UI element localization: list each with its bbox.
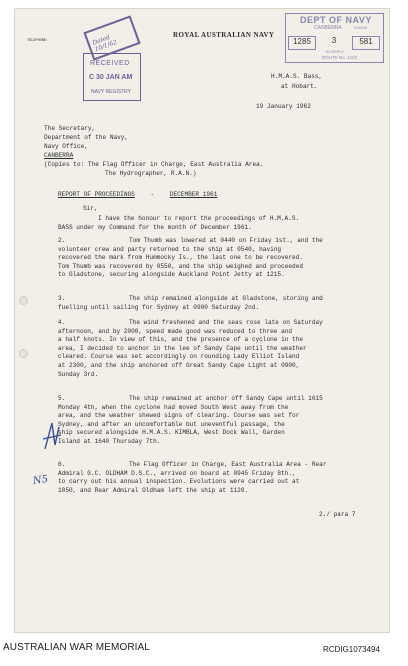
punch-hole [19, 349, 28, 358]
sender-place: at Hobart. [281, 83, 318, 90]
dept-stamp-route: ROUTE No. 1/2/2 [322, 55, 358, 60]
paragraph-line: The wind freshened and the seas rose late on Saturday [129, 319, 323, 326]
paragraph-line: to Gladstone, securing alongside Auckland Point Jetty at 1215. [58, 271, 285, 279]
paragraph-line: at 2300, and the ship anchored off Great Sandy Cape Light at 0900, [58, 361, 300, 369]
footer-record-id: RCDIG1073494 [323, 645, 380, 654]
paragraph-line: The ship remained alongside at Gladstone, storing and [129, 295, 323, 302]
paragraph-line: recovered the mark from Hummocky Is., the last one to be recovered. [58, 254, 304, 262]
paragraph-line: area, and the weather shewed signs of clearing. Course was set for [58, 412, 300, 420]
addressee-line: Department of the Navy, [44, 134, 129, 141]
paragraph-line: cleared. Course was set accordingly on rounding Lady Elliot Island [58, 353, 300, 361]
paragraph-line: Tom Thumb was lowered at 0440 on Friday 1st., and the [129, 237, 323, 244]
paragraph-line: I have the honour to report the proceedings of H.M.A.S. [98, 215, 300, 222]
footer-archive-name: AUSTRALIAN WAR MEMORIAL [3, 642, 150, 653]
dept-stamp-file: 1285 [288, 36, 316, 50]
stamp-navy-registry: NAVY REGISTRY [91, 89, 132, 95]
paragraph-number: 4. [58, 319, 66, 326]
paragraph-line: Island at 1640 Thursday 7th. [58, 437, 161, 445]
paragraph-5 [58, 395, 323, 447]
salutation: Sir, [83, 205, 98, 212]
paragraph-line: Tom Thumb was recovered by 0550, and the ship weighed and proceeded [58, 262, 304, 270]
dept-stamp-folio: 581 [352, 36, 380, 50]
handwritten-stroke [43, 435, 61, 439]
letter-date: 19 January 1962 [256, 103, 311, 110]
dept-stamp-sub: CANBERRA [314, 25, 342, 31]
paragraph-line: Sunday 3rd. [58, 370, 99, 378]
addressee-line: The Hydrographer, R.A.N.) [105, 170, 197, 177]
paragraph-line: Admiral G.C. OLDHAM D.S.C., arrived on board at 0945 Friday 8th., [58, 469, 296, 477]
margin-note-n5: N5 [32, 474, 49, 487]
addressee-line: Navy Office, [44, 143, 88, 150]
telephone-label: TELEPHONE: [27, 39, 49, 43]
paragraph-line: afternoon, and by 2000, speed made good was reduced to three and [58, 327, 293, 335]
stamp-received-box [83, 53, 141, 101]
paragraph-number: 3. [58, 295, 66, 302]
paragraph-3 [58, 295, 323, 312]
paragraph-number: 5. [58, 395, 66, 402]
dept-stamp-reply: IN REPLY [326, 49, 344, 54]
report-heading-title: REPORT OF PROCEEDINGS [58, 191, 135, 198]
letterhead-title: ROYAL AUSTRALIAN NAVY [173, 31, 275, 39]
paragraph-1 [58, 215, 299, 232]
paragraph-line: area, I decided to anchor in the lee of Sandy Cape until the weather [58, 344, 307, 352]
paragraph-line: Sydney, and after an uncomfortable but uneventful passage, the [58, 420, 285, 428]
paragraph-2 [58, 237, 323, 280]
document-page [14, 8, 390, 633]
paragraph-line: The Flag Officer in Charge, East Australia Area - Rear [129, 461, 327, 468]
paragraph-number: 6. [58, 461, 66, 468]
addressee-line: (Copies to: The Flag Officer in Charge, East Australia Area. [44, 161, 264, 168]
dept-stamp-part: 3 [331, 36, 337, 45]
received-stamp [81, 23, 141, 101]
paragraph-line: volunteer crew and party returned to the ship at 0540, having [58, 245, 282, 253]
paragraph-line: Monday 4th, when the cyclone had moved South West away from the [58, 403, 289, 411]
addressee-line: The Secretary, [44, 125, 96, 132]
addressee-line: CANBERRA [44, 152, 74, 159]
stamp-handwritten-date: Dated 10/1/62 [91, 33, 119, 54]
punch-hole [19, 296, 28, 305]
report-heading-month: DECEMBER 1961 [169, 191, 218, 198]
stamp-received-date: C 30 JAN AM [89, 74, 133, 81]
paragraph-number: 2. [58, 237, 66, 244]
sender-ship: H.M.A.S. Bass, [271, 73, 323, 80]
paragraph-line: to carry out his annual inspection. Evolutions were carried out at [58, 478, 300, 486]
handwritten-margin-mark [39, 419, 65, 455]
dept-stamp-title: DEPT OF NAVY [300, 15, 372, 25]
dept-stamp-code: N-6209 [354, 25, 368, 30]
stamp-received-label: RECEIVED [90, 60, 130, 67]
paragraph-line: a half knots. In view of this, and the presence of a cyclone in the [58, 336, 304, 344]
report-heading-dash: - [150, 191, 155, 198]
paragraph-line: BASS under my Command for the month of December 1961. [58, 223, 252, 231]
continuation-note: 2./ para 7 [319, 511, 356, 518]
department-stamp [285, 13, 384, 63]
paragraph-6 [58, 461, 326, 495]
paragraph-4 [58, 319, 323, 379]
paragraph-line: The ship remained at anchor off Sandy Cape until 1615 [129, 395, 323, 402]
paragraph-line: fuelling until sailing for Sydney at 0900 Saturday 2nd. [58, 303, 260, 311]
paragraph-line: 1050, and Rear Admiral Oldham left the ship at 1120. [58, 486, 249, 494]
report-heading [58, 191, 217, 199]
paragraph-line: ship secured alongside H.M.A.S. KIMBLA, West Dock Wall, Garden [58, 429, 285, 437]
